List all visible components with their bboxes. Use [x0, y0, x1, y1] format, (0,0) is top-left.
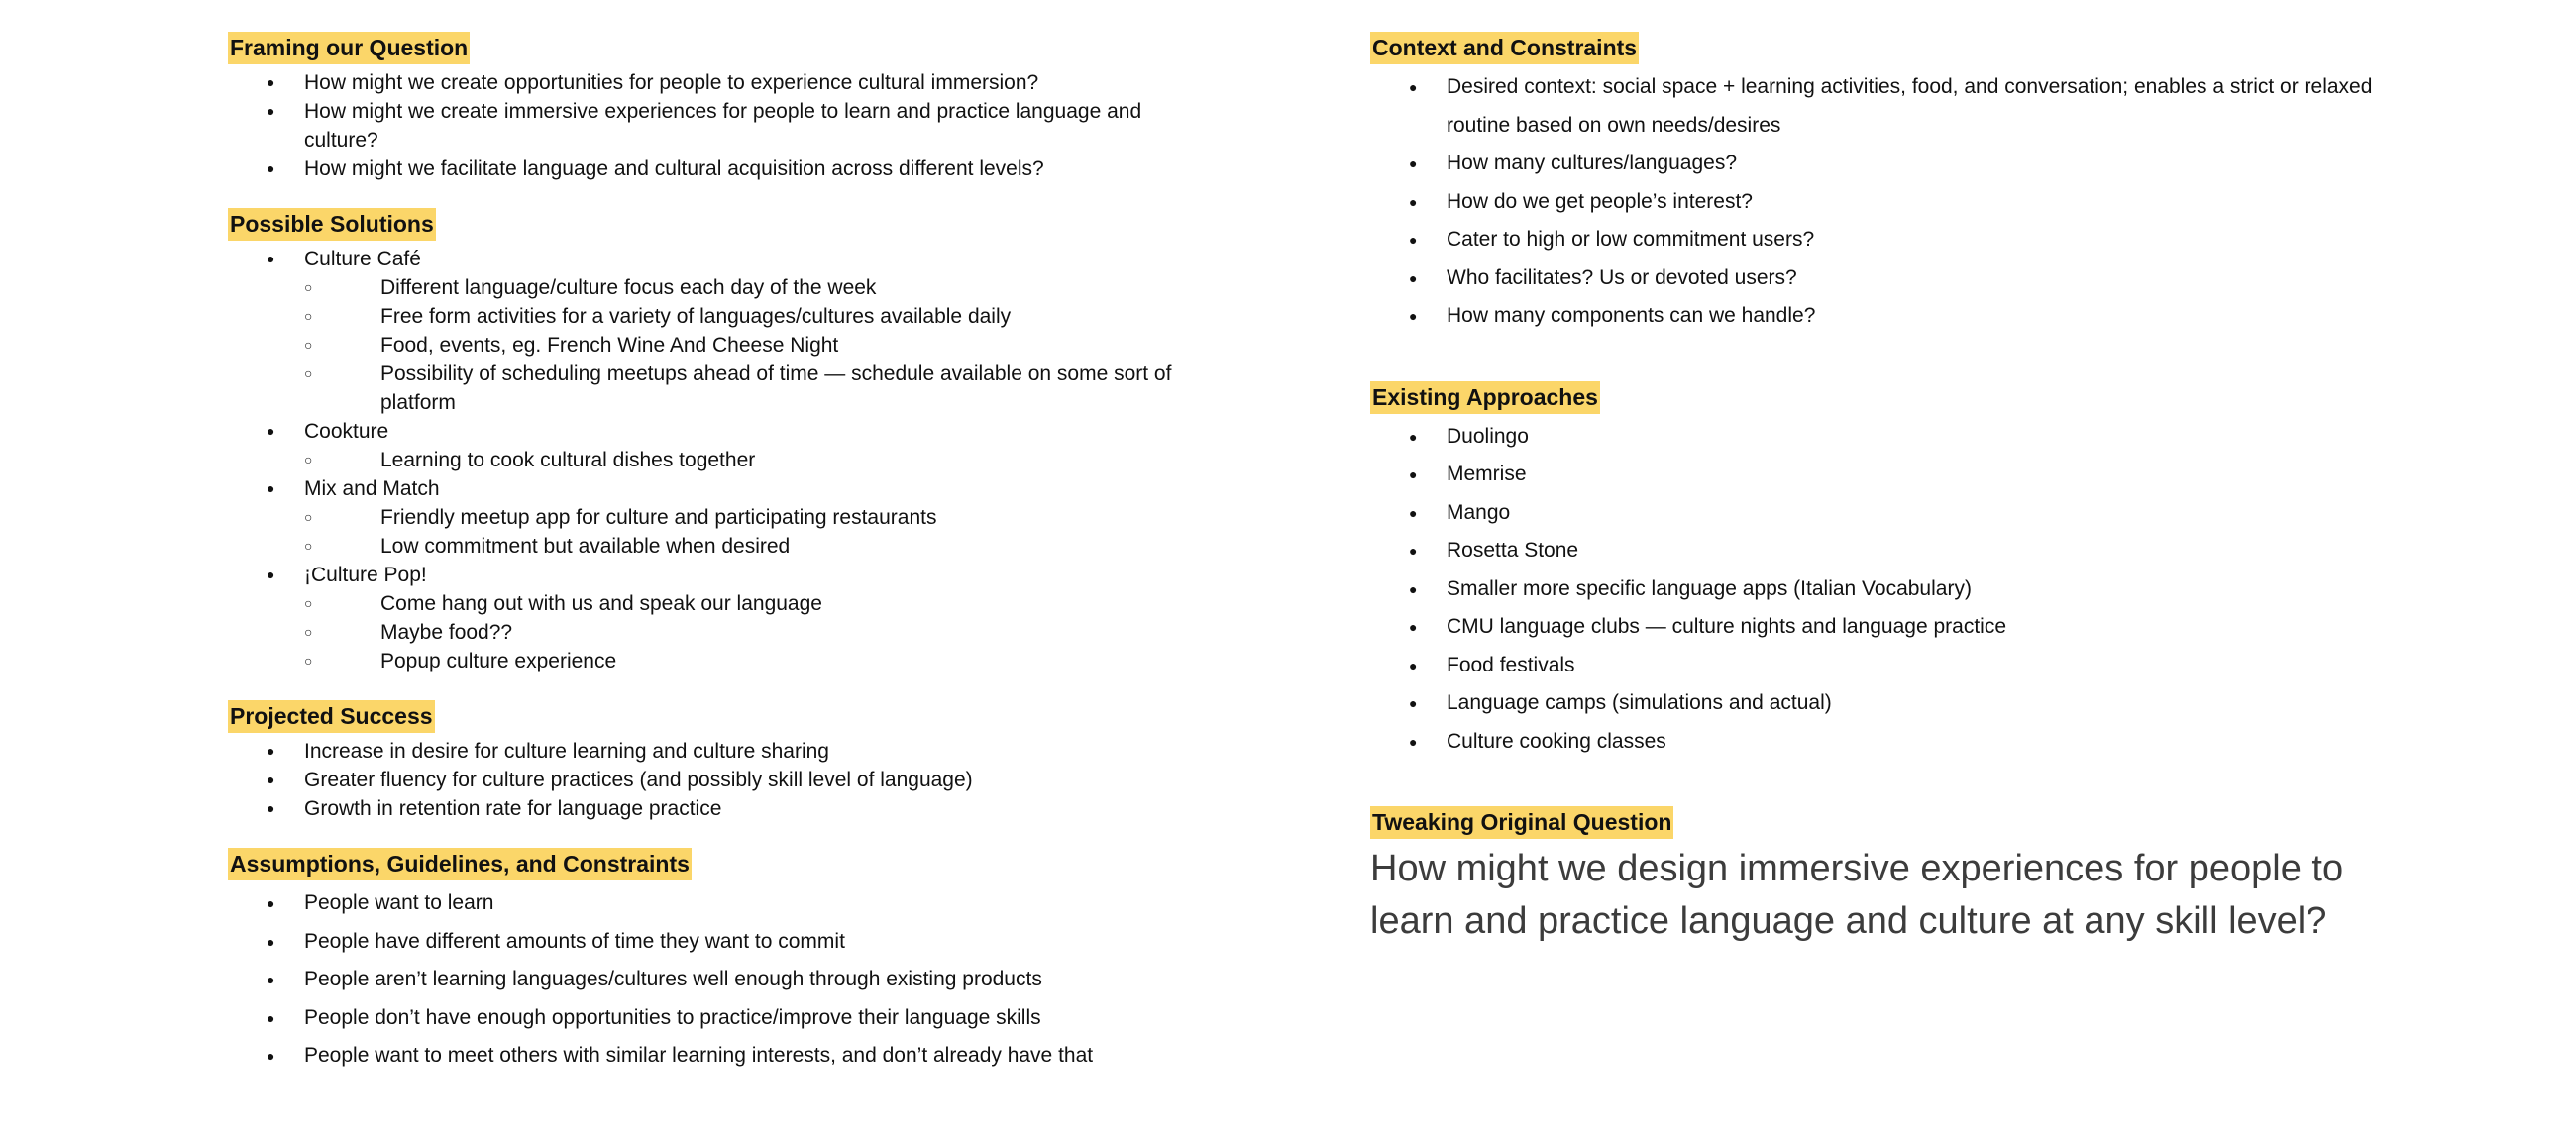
list-item — [228, 155, 1219, 183]
list-item-text: Rosetta Stone — [1447, 539, 1579, 562]
list-item — [228, 474, 1219, 561]
sub-list — [304, 503, 1219, 561]
sub-list-item-text: Free form activities for a variety of languages/cultures available daily — [380, 305, 1012, 328]
list-item — [1370, 532, 2420, 570]
list-item-text: Mix and Match — [304, 477, 440, 500]
list-item-text: Mango — [1447, 500, 1511, 524]
list-item — [228, 737, 1219, 766]
sub-list-item-text: Friendly meetup app for culture and participating restaurants — [380, 506, 937, 529]
solutions-list — [228, 245, 1219, 675]
sub-list-item-text: Different language/culture focus each day of the week — [380, 276, 877, 299]
list-item-text: Language camps (simulations and actual) — [1447, 691, 1832, 714]
list-item — [228, 794, 1219, 823]
list-item-text: Smaller more specific language apps (Italian Vocabulary) — [1447, 576, 1972, 600]
sub-list-item-text: Maybe food?? — [380, 621, 513, 644]
sub-list-item — [304, 360, 1219, 417]
refined-question: How might we design immersive experiences for people to learn and practice language and culture at any skill level? — [1370, 848, 2344, 942]
sub-list-item-text: Food, events, eg. French Wine And Cheese Night — [380, 334, 839, 357]
list-item — [228, 1037, 1219, 1076]
solutions-section — [228, 208, 1219, 675]
context-heading: Context and Constraints — [1370, 32, 1639, 64]
approaches-list — [1370, 418, 2420, 762]
list-item — [228, 961, 1219, 999]
list-item-text: How might we create opportunities for people to experience cultural immersion? — [304, 71, 1039, 94]
list-item-text: Culture cooking classes — [1447, 729, 1666, 753]
list-item — [228, 884, 1219, 923]
sub-list-item — [304, 589, 1219, 618]
context-section — [1370, 32, 2420, 336]
sub-list-item-text: Come hang out with us and speak our language — [380, 592, 822, 615]
sub-list-item — [304, 446, 1219, 474]
list-item-text: Cater to high or low commitment users? — [1447, 228, 1815, 251]
list-item-text: How many components can we handle? — [1447, 304, 1816, 327]
list-item — [228, 766, 1219, 794]
list-item — [228, 245, 1219, 417]
list-item — [1370, 723, 2420, 762]
list-item — [228, 561, 1219, 675]
list-item-text: Growth in retention rate for language practice — [304, 797, 722, 820]
tweaking-heading: Tweaking Original Question — [1370, 806, 1673, 839]
list-item — [1370, 259, 2420, 298]
sub-list-item — [304, 273, 1219, 302]
list-item — [1370, 221, 2420, 259]
list-item — [228, 97, 1219, 155]
solutions-heading: Possible Solutions — [228, 208, 436, 241]
tweaking-section — [1370, 806, 2420, 948]
list-item-text: How do we get people’s interest? — [1447, 189, 1753, 213]
list-item-text: People want to meet others with similar learning interests, and don’t already have that — [304, 1044, 1094, 1067]
list-item — [1370, 456, 2420, 494]
list-item — [1370, 608, 2420, 647]
context-list — [1370, 68, 2420, 336]
list-item — [1370, 68, 2420, 145]
list-item-text: People aren’t learning languages/cultures well enough through existing products — [304, 968, 1042, 990]
framing-heading: Framing our Question — [228, 32, 470, 64]
list-item-text: People want to learn — [304, 891, 494, 914]
list-item-text: Memrise — [1447, 463, 1527, 485]
framing-list — [228, 68, 1219, 183]
list-item-text: Culture Café — [304, 248, 421, 270]
list-item — [1370, 297, 2420, 336]
sub-list-item — [304, 532, 1219, 561]
approaches-heading: Existing Approaches — [1370, 381, 1600, 414]
success-list — [228, 737, 1219, 823]
sub-list-item — [304, 331, 1219, 360]
list-item-text: People don’t have enough opportunities to practice/improve their language skills — [304, 1005, 1041, 1029]
assumptions-heading: Assumptions, Guidelines, and Constraints — [228, 848, 692, 880]
sub-list-item — [304, 618, 1219, 647]
sub-list — [304, 273, 1219, 417]
sub-list — [304, 446, 1219, 474]
approaches-section — [1370, 381, 2420, 762]
list-item — [1370, 145, 2420, 183]
list-item-text: ¡Culture Pop! — [304, 564, 427, 586]
list-item-text: Duolingo — [1447, 424, 1529, 448]
list-item — [1370, 183, 2420, 222]
list-item — [228, 999, 1219, 1038]
list-item-text: How might we facilitate language and cultural acquisition across different levels? — [304, 157, 1044, 180]
list-item — [1370, 418, 2420, 457]
list-item-text: How might we create immersive experiences for people to learn and practice language and culture? — [304, 100, 1142, 152]
left-column — [228, 32, 1219, 1076]
sub-list-item-text: Possibility of scheduling meetups ahead of time — schedule available on some sort of platform — [380, 362, 1172, 414]
list-item — [228, 68, 1219, 97]
sub-list-item-text: Learning to cook cultural dishes together — [380, 449, 756, 471]
sub-list-item — [304, 302, 1219, 331]
sub-list-item-text: Low commitment but available when desired — [380, 535, 791, 558]
list-item — [1370, 494, 2420, 533]
list-item — [228, 417, 1219, 474]
assumptions-list — [228, 884, 1219, 1076]
list-item-text: People have different amounts of time they want to commit — [304, 929, 845, 953]
list-item-text: Who facilitates? Us or devoted users? — [1447, 265, 1797, 289]
sub-list-item — [304, 647, 1219, 675]
list-item-text: Greater fluency for culture practices (and possibly skill level of language) — [304, 769, 973, 791]
list-item — [228, 923, 1219, 962]
list-item-text: Cookture — [304, 420, 389, 443]
list-item-text: CMU language clubs — culture nights and language practice — [1447, 615, 2007, 638]
success-section — [228, 700, 1219, 823]
list-item-text: Desired context: social space + learning activities, food, and conversation; enables a strict or relaxed routine based on own needs/desires — [1447, 75, 2373, 137]
sub-list — [304, 589, 1219, 675]
framing-section — [228, 32, 1219, 183]
list-item-text: Food festivals — [1447, 653, 1575, 676]
list-item — [1370, 684, 2420, 723]
list-item-text: How many cultures/languages? — [1447, 152, 1737, 174]
list-item — [1370, 647, 2420, 685]
right-column — [1370, 32, 2420, 948]
success-heading: Projected Success — [228, 700, 435, 733]
sub-list-item — [304, 503, 1219, 532]
list-item — [1370, 570, 2420, 609]
assumptions-section — [228, 848, 1219, 1076]
sub-list-item-text: Popup culture experience — [380, 650, 617, 672]
list-item-text: Increase in desire for culture learning and culture sharing — [304, 740, 829, 763]
